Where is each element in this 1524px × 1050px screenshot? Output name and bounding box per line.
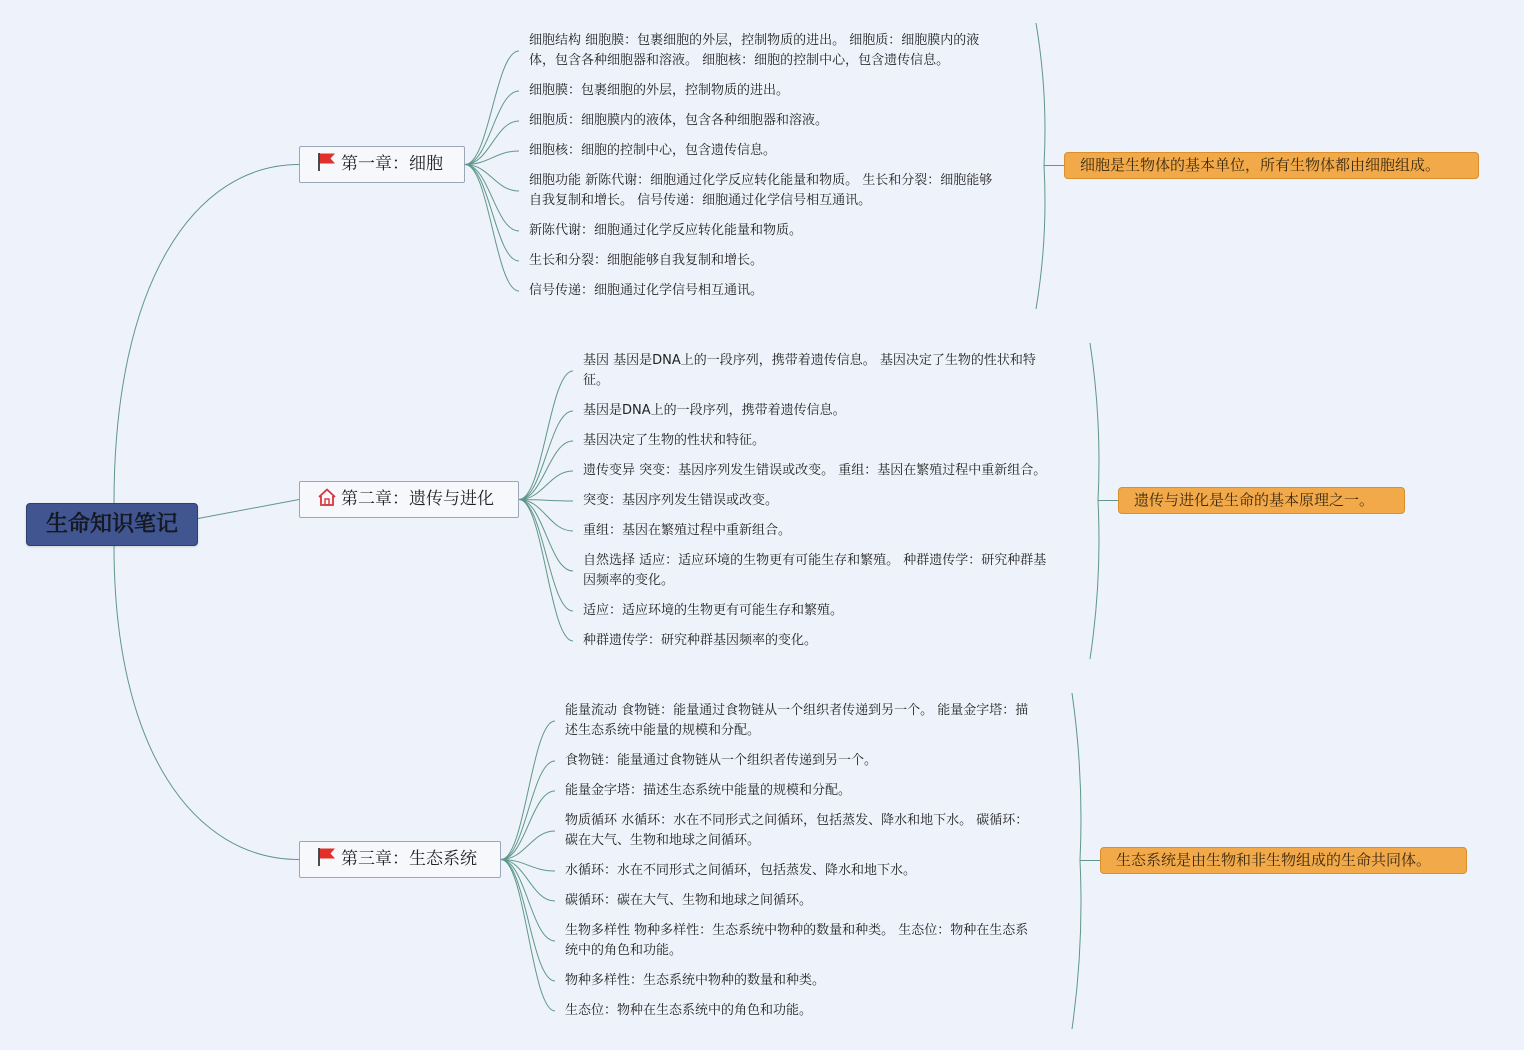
ch3-summary[interactable]: 生态系统是由生物和非生物组成的生命共同体。 bbox=[1100, 847, 1467, 874]
ch3-item-4-line-2: 碳在大气、生物和地球之间循环。 bbox=[565, 833, 761, 848]
ch3-item-3[interactable] bbox=[565, 781, 851, 801]
ch2-item-8-line-1: 适应：适应环境的生物更有可能生存和繁殖。 bbox=[583, 603, 844, 618]
chapter-1-to-item-4-line bbox=[465, 91, 519, 165]
root-to-chapter-2-line bbox=[198, 500, 299, 519]
chapter-3-to-item-20-line bbox=[501, 860, 555, 1012]
ch2-item-6-line-1: 重组：基因在繁殖过程中重新组合。 bbox=[583, 523, 792, 538]
ch1-item-5-line-1: 细胞功能 新陈代谢：细胞通过化学反应转化能量和物质。 生长和分裂：细胞能够 bbox=[529, 173, 993, 188]
chapter-3-to-item-1-line bbox=[501, 721, 555, 860]
root-topic[interactable]: 生命知识笔记 bbox=[26, 503, 198, 546]
ch2-item-3[interactable] bbox=[583, 431, 765, 451]
ch1-item-5-line-2: 自我复制和增长。 信号传递：细胞通过化学信号相互通讯。 bbox=[529, 193, 872, 208]
chapter-2-to-item-1-line bbox=[519, 371, 573, 500]
chapter-2-to-item-14-line bbox=[519, 500, 573, 572]
chapter-2-to-item-17-line bbox=[519, 500, 573, 612]
ch3-item-5-line-1: 水循环：水在不同形式之间循环，包括蒸发、降水和地下水。 bbox=[565, 863, 917, 878]
ch3-item-1-line-2: 述生态系统中能量的规模和分配。 bbox=[565, 723, 761, 738]
chapter-2-to-item-6-line bbox=[519, 441, 573, 500]
ch3-item-7-line-2: 统中的角色和功能。 bbox=[565, 943, 683, 958]
ch3-item-1[interactable] bbox=[565, 701, 1028, 741]
ch3-item-7[interactable] bbox=[565, 921, 1028, 961]
ch1-item-2[interactable] bbox=[529, 81, 789, 101]
ch3-item-9-line-1: 生态位：物种在生态系统中的角色和功能。 bbox=[565, 1003, 813, 1018]
chapter-3-to-item-18-line bbox=[501, 860, 555, 982]
ch1-item-1-line-2: 体，包含各种细胞器和溶液。 细胞核：细胞的控制中心，包含遗传信息。 bbox=[529, 53, 950, 68]
chapter-2-label: 第二章：遗传与进化 bbox=[341, 489, 494, 509]
chapter-3-topic[interactable] bbox=[299, 841, 501, 878]
ch1-item-2-line-1: 细胞膜：包裹细胞的外层，控制物质的进出。 bbox=[529, 83, 790, 98]
ch2-item-8[interactable] bbox=[583, 601, 843, 621]
ch3-item-5[interactable] bbox=[565, 861, 916, 881]
ch1-item-7-line-1: 生长和分裂：细胞能够自我复制和增长。 bbox=[529, 253, 764, 268]
ch2-item-7[interactable] bbox=[583, 551, 1046, 591]
ch3-item-4[interactable] bbox=[565, 811, 1028, 851]
ch1-summary[interactable]: 细胞是生物体的基本单位，所有生物体都由细胞组成。 bbox=[1064, 152, 1479, 179]
home-icon bbox=[316, 487, 338, 507]
ch1-item-3[interactable] bbox=[529, 111, 828, 131]
ch2-item-4-line-1: 遗传变异 突变：基因序列发生错误或改变。 重组：基因在繁殖过程中重新组合。 bbox=[583, 463, 1047, 478]
ch2-item-2-line-1: 基因是DNA上的一段序列，携带着遗传信息。 bbox=[583, 403, 846, 418]
chapter-1-topic[interactable] bbox=[299, 146, 465, 183]
red-flag-icon bbox=[316, 847, 338, 867]
ch1-item-5[interactable] bbox=[529, 171, 992, 211]
ch2-item-4[interactable] bbox=[583, 461, 1046, 481]
ch1-item-8[interactable] bbox=[529, 281, 763, 301]
ch3-item-3-line-1: 能量金字塔：描述生态系统中能量的规模和分配。 bbox=[565, 783, 852, 798]
ch1-item-7[interactable] bbox=[529, 251, 763, 271]
chapter-3-to-item-6-line bbox=[501, 791, 555, 860]
ch2-item-7-line-1: 自然选择 适应：适应环境的生物更有可能生存和繁殖。 种群遗传学：研究种群基 bbox=[583, 553, 1047, 568]
ch2-item-9-line-1: 种群遗传学：研究种群基因频率的变化。 bbox=[583, 633, 818, 648]
ch2-summary-bracket bbox=[1090, 343, 1099, 659]
ch3-item-1-line-1: 能量流动 食物链：能量通过食物链从一个组织者传递到另一个。 能量金字塔：描 bbox=[565, 703, 1029, 718]
ch2-item-1[interactable] bbox=[583, 351, 1036, 391]
ch2-item-5-line-1: 突变：基因序列发生错误或改变。 bbox=[583, 493, 779, 508]
ch3-item-2[interactable] bbox=[565, 751, 877, 771]
ch2-summary[interactable]: 遗传与进化是生命的基本原理之一。 bbox=[1118, 487, 1405, 514]
ch1-item-3-line-1: 细胞质：细胞膜内的液体，包含各种细胞器和溶液。 bbox=[529, 113, 829, 128]
ch3-item-9[interactable] bbox=[565, 1001, 812, 1021]
ch3-item-8[interactable] bbox=[565, 971, 825, 991]
chapter-1-to-item-1-line bbox=[465, 51, 519, 165]
ch2-item-6[interactable] bbox=[583, 521, 791, 541]
root-to-chapter-1-line bbox=[114, 165, 299, 504]
ch1-item-6[interactable] bbox=[529, 221, 802, 241]
ch2-item-1-line-2: 征。 bbox=[583, 373, 610, 388]
ch1-item-8-line-1: 信号传递：细胞通过化学信号相互通讯。 bbox=[529, 283, 764, 298]
root-to-chapter-3-line bbox=[114, 546, 299, 860]
chapter-1-to-item-15-line bbox=[465, 165, 519, 262]
chapter-3-label: 第三章：生态系统 bbox=[341, 849, 477, 869]
ch1-summary-bracket bbox=[1036, 23, 1045, 309]
chapter-2-to-item-4-line bbox=[519, 411, 573, 500]
ch1-item-4-line-1: 细胞核：细胞的控制中心，包含遗传信息。 bbox=[529, 143, 777, 158]
ch2-item-9[interactable] bbox=[583, 631, 817, 651]
ch2-item-7-line-2: 因频率的变化。 bbox=[583, 573, 675, 588]
chapter-1-label: 第一章：细胞 bbox=[341, 154, 443, 174]
chapter-2-topic[interactable] bbox=[299, 481, 519, 518]
chapter-2-to-item-19-line bbox=[519, 500, 573, 642]
ch2-item-1-line-1: 基因 基因是DNA上的一段序列，携带着遗传信息。 基因决定了生物的性状和特 bbox=[583, 353, 1036, 368]
ch3-summary-bracket bbox=[1072, 693, 1081, 1029]
ch1-item-6-line-1: 新陈代谢：细胞通过化学反应转化能量和物质。 bbox=[529, 223, 803, 238]
ch2-item-3-line-1: 基因决定了生物的性状和特征。 bbox=[583, 433, 766, 448]
ch3-item-4-line-1: 物质循环 水循环：水在不同形式之间循环，包括蒸发、降水和地下水。 碳循环： bbox=[565, 813, 1029, 828]
chapter-3-to-item-15-line bbox=[501, 860, 555, 942]
chapter-1-to-item-13-line bbox=[465, 165, 519, 232]
ch2-item-2[interactable] bbox=[583, 401, 846, 421]
ch3-item-2-line-1: 食物链：能量通过食物链从一个组织者传递到另一个。 bbox=[565, 753, 878, 768]
ch3-item-6[interactable] bbox=[565, 891, 812, 911]
ch1-item-1-line-1: 细胞结构 细胞膜：包裹细胞的外层，控制物质的进出。 细胞质：细胞膜内的液 bbox=[529, 33, 980, 48]
ch1-item-4[interactable] bbox=[529, 141, 776, 161]
ch3-item-8-line-1: 物种多样性：生态系统中物种的数量和种类。 bbox=[565, 973, 826, 988]
red-flag-icon bbox=[316, 152, 338, 172]
ch2-item-5[interactable] bbox=[583, 491, 778, 511]
ch3-item-6-line-1: 碳循环：碳在大气、生物和地球之间循环。 bbox=[565, 893, 813, 908]
chapter-3-to-item-4-line bbox=[501, 761, 555, 860]
ch3-item-7-line-1: 生物多样性 物种多样性：生态系统中物种的数量和种类。 生态位：物种在生态系 bbox=[565, 923, 1029, 938]
ch1-item-1[interactable] bbox=[529, 31, 979, 71]
